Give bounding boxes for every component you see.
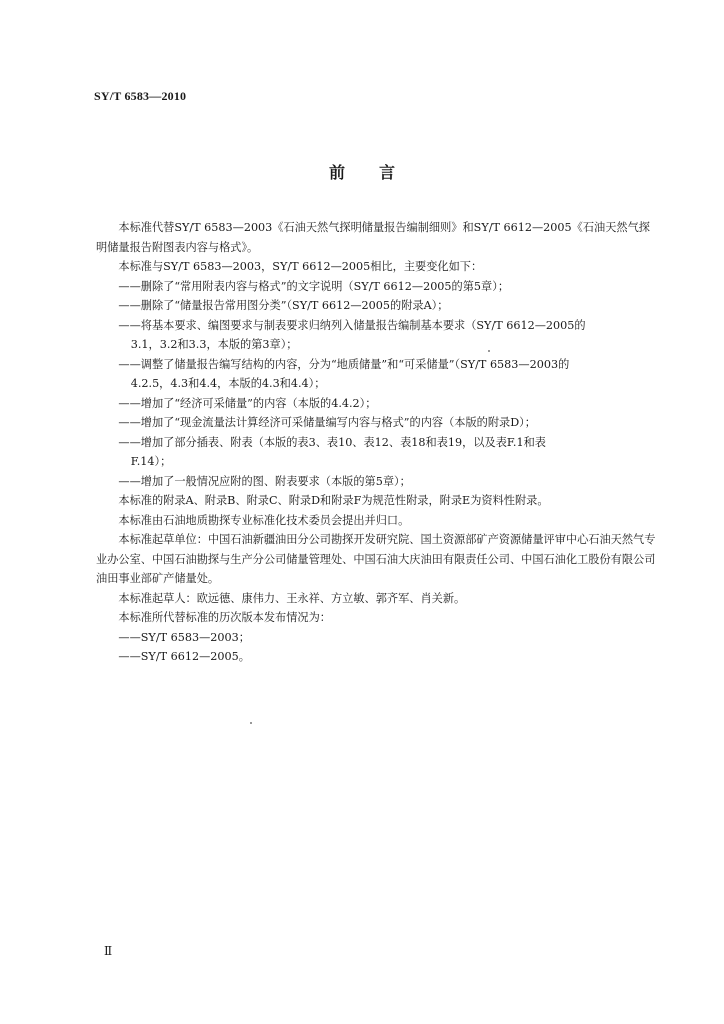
history-item-1: ——SY/T 6583—2003； <box>118 630 250 644</box>
scan-speck <box>488 350 490 352</box>
change-item-2: ——删除了“储量报告常用图分类”（SY/T 6612—2005的附录A）； <box>118 299 449 312</box>
paragraph-proposer: 本标准由石油地质勘探专业标准化技术委员会提出并归口。 <box>118 513 410 527</box>
change-item-4-line2: 4.2.5，4.3和4.4，本版的4.3和4.4）； <box>130 377 326 390</box>
document-code: SY/T 6583—2010 <box>94 89 187 103</box>
change-item-3-line1: ——将基本要求、编图要求与制表要求归纳列入储量报告编制基本要求（SY/T 6612—2005的 <box>118 318 586 332</box>
change-item-7-line1: ——增加了部分插表、附表（本版的表3、表10、表12、表18和表19，以及表F.1和表 <box>118 435 546 449</box>
change-item-7-line2: F.14）； <box>130 455 172 468</box>
paragraph-changes-intro: 本标准与SY/T 6583—2003，SY/T 6612—2005相比，主要变化如下： <box>118 260 483 273</box>
paragraph-history-intro: 本标准所代替标准的历次版本发布情况为： <box>118 611 331 624</box>
paragraph-replaces: 本标准代替SY/T 6583—2003《石油天然气探明储量报告编制细则》和SY/T 6612—2005《石油天然气探明储量报告附图表内容与格式》。 <box>96 221 650 254</box>
page-title: 前言 <box>328 163 429 182</box>
change-item-5: ——增加了“经济可采储量”的内容（本版的4.4.2）； <box>118 396 377 410</box>
change-item-6: ——增加了“现金流量法计算经济可采储量编写内容与格式”的内容（本版的附录D）； <box>118 416 536 429</box>
change-item-4-line1: ——调整了储量报告编写结构的内容，分为“地质储量”和“可采储量”（SY/T 6583—2003的 <box>118 357 570 371</box>
paragraph-drafters: 本标准起草人：欧远德、康伟力、王永祥、方立敏、郭齐军、肖关新。 <box>118 591 466 605</box>
foreword-body <box>96 218 658 667</box>
scan-speck <box>250 722 252 724</box>
change-item-3-line2: 3.1，3.2和3.3，本版的第3章）； <box>130 338 298 351</box>
paragraph-drafting-units: 本标准起草单位：中国石油新疆油田分公司勘探开发研究院、国土资源部矿产资源储量评审中心石油天然气专业办公室、中国石油勘探与生产分公司储量管理处、中国石油大庆油田有限责任公司、中国石油化工股份有限公司油田事业部矿产储量处。 <box>96 533 656 585</box>
paragraph-appendices: 本标准的附录A、附录B、附录C、附录D和附录F为规范性附录，附录E为资料性附录。 <box>118 494 549 507</box>
change-item-8: ——增加了一般情况应附的图、附表要求（本版的第5章）； <box>118 474 411 488</box>
change-item-1: ——删除了“常用附表内容与格式”的文字说明（SY/T 6612—2005的第5章）； <box>118 279 510 293</box>
page-number: Ⅱ <box>104 944 113 958</box>
history-item-2: ——SY/T 6612—2005。 <box>118 650 250 663</box>
